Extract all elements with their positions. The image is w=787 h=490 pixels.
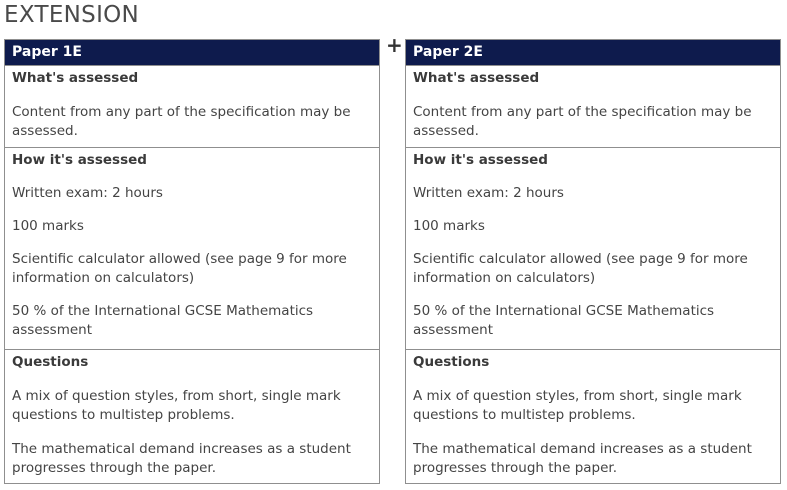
marks-text: 100 marks [413, 218, 485, 234]
paper-1e-title: Paper 1E [5, 40, 379, 65]
whats-assessed-section [5, 65, 379, 148]
questions-section [406, 349, 780, 485]
whats-assessed-section [406, 65, 780, 148]
paper-2e-panel [405, 39, 781, 484]
question-styles-text: A mix of question styles, from short, single mark questions to multistep problems. [413, 388, 742, 423]
whats-assessed-label: What's assessed [413, 70, 540, 86]
marks-text: 100 marks [12, 218, 84, 234]
questions-label: Questions [12, 354, 89, 370]
paper-2e-title: Paper 2E [406, 40, 780, 65]
weighting-text: 50 % of the International GCSE Mathematics assessment [12, 303, 314, 338]
whats-assessed-text: Content from any part of the specification may be assessed. [413, 104, 752, 139]
how-assessed-section [406, 147, 780, 350]
how-assessed-label: How it's assessed [413, 152, 548, 168]
whats-assessed-text: Content from any part of the specification may be assessed. [12, 104, 351, 139]
demand-text: The mathematical demand increases as a student progresses through the paper. [12, 441, 351, 476]
calculator-text: Scientific calculator allowed (see page 9 for more information on calculators) [413, 251, 748, 286]
how-assessed-label: How it's assessed [12, 152, 147, 168]
weighting-text: 50 % of the International GCSE Mathematics assessment [413, 303, 715, 338]
calculator-text: Scientific calculator allowed (see page 9 for more information on calculators) [12, 251, 347, 286]
exam-duration-text: Written exam: 2 hours [413, 185, 564, 201]
plus-icon: + [386, 33, 403, 57]
questions-label: Questions [413, 354, 490, 370]
page-heading: EXTENSION [4, 2, 140, 28]
demand-text: The mathematical demand increases as a student progresses through the paper. [413, 441, 752, 476]
questions-section [5, 349, 379, 485]
how-assessed-section [5, 147, 379, 350]
paper-1e-panel [4, 39, 380, 484]
whats-assessed-label: What's assessed [12, 70, 139, 86]
question-styles-text: A mix of question styles, from short, single mark questions to multistep problems. [12, 388, 341, 423]
exam-duration-text: Written exam: 2 hours [12, 185, 163, 201]
